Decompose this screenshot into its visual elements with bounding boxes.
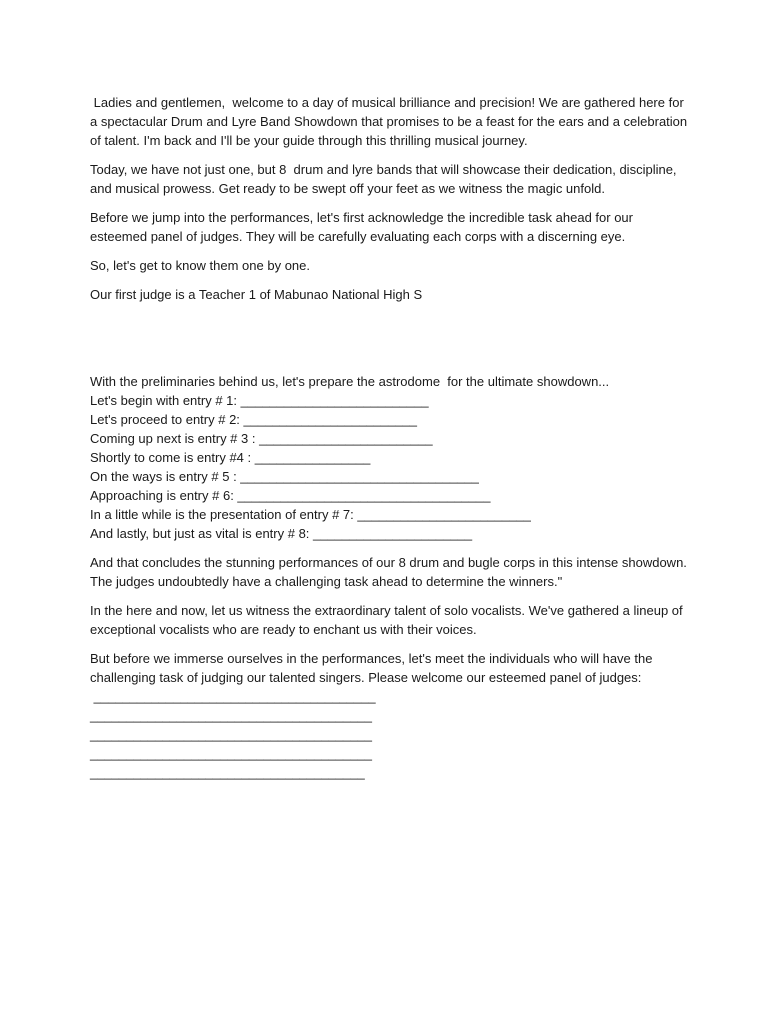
entry-line-4: Shortly to come is entry #4 : ________________	[90, 450, 371, 465]
closing-paragraph-2: In the here and now, let us witness the extraordinary talent of solo vocalists. We've gathered a lineup of exceptional vocalists who are ready to enchant us with their voices.	[90, 603, 687, 637]
preliminaries-line: With the preliminaries behind us, let's prepare the astrodome for the ultimate showdown...	[90, 374, 610, 389]
intro-paragraph-1: Ladies and gentlemen, welcome to a day of musical brilliance and precision! We are gathered here for a spectacular Drum and Lyre Band Showdown that promises to be a feast for the ears and a celebration of talent. I'm back and I'll be your guide through this thrilling musical journey.	[90, 95, 691, 148]
entry-line-8: And lastly, but just as vital is entry # 8: ______________________	[90, 526, 473, 541]
document-page	[90, 93, 690, 782]
entry-line-5: On the ways is entry # 5 : _________________________________	[90, 469, 479, 484]
judge-blank-line-3: _______________________________________	[90, 727, 372, 742]
entry-line-1: Let's begin with entry # 1: __________________________	[90, 393, 429, 408]
intro-paragraph-2: Today, we have not just one, but 8 drum and lyre bands that will showcase their dedication, discipline, and musical prowess. Get ready to be swept off your feet as we witness the magic unfold.	[90, 162, 681, 196]
intro-paragraph-3: Before we jump into the performances, let's first acknowledge the incredible task ahead for our esteemed panel of judges. They will be carefully evaluating each corps with a discerning eye.	[90, 210, 637, 244]
closing-paragraph-1: And that concludes the stunning performances of our 8 drum and bugle corps in this intense showdown. The judges undoubtedly have a challenging task ahead to determine the winners."	[90, 555, 691, 589]
intro-paragraph-4: So, let's get to know them one by one.	[90, 258, 311, 273]
judge-blank-line-2: _______________________________________	[90, 708, 372, 723]
judge-blank-line-4: _______________________________________	[90, 746, 372, 761]
closing-paragraph-3: But before we immerse ourselves in the performances, let's meet the individuals who will have the challenging task of judging our talented singers. Please welcome our esteemed panel of judges:	[90, 651, 657, 685]
judge-blank-line-5: ______________________________________	[90, 765, 365, 780]
first-judge-line: Our first judge is a Teacher 1 of Mabunao National High S	[90, 287, 423, 302]
entry-line-2: Let's proceed to entry # 2: ________________________	[90, 412, 418, 427]
judge-blank-line-1: _______________________________________	[90, 689, 376, 704]
entry-line-3: Coming up next is entry # 3 : ________________________	[90, 431, 433, 446]
entry-line-7: In a little while is the presentation of entry # 7: ________________________	[90, 507, 531, 522]
entry-line-6: Approaching is entry # 6: ___________________________________	[90, 488, 491, 503]
